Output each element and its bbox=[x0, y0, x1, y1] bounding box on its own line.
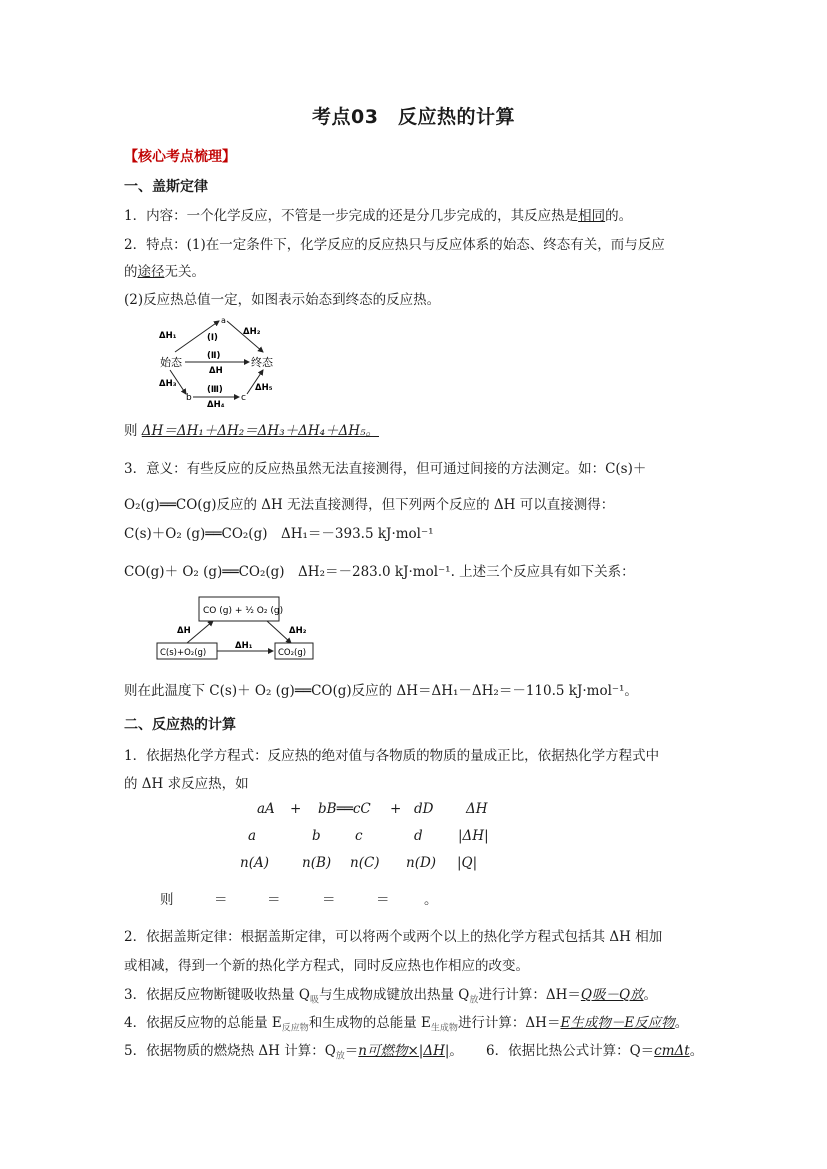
box-co2-label: CO₂(g) bbox=[278, 648, 307, 658]
eq-cell: d bbox=[414, 828, 423, 844]
s2-paragraph-2: 的 ΔH 求反应热，如 bbox=[124, 776, 249, 792]
eq-cell: ＝ bbox=[322, 892, 336, 908]
core-heading: 【核心考点梳理】 bbox=[124, 149, 236, 165]
eq-cell: bB══cC bbox=[318, 801, 371, 817]
eq-cell: + bbox=[390, 801, 402, 817]
s1-paragraph-5: 3．意义：有些反应的反应热虽然无法直接测得，但可通过间接的方法测定。如：C(s)＋ bbox=[124, 461, 647, 477]
arrow-co-co2 bbox=[267, 621, 291, 643]
label-route1: (Ⅰ) bbox=[207, 333, 218, 343]
s2-paragraph-1: 1．依据热化学方程式：反应热的绝对值与各物质的物质的量成正比，依据热化学方程式中 bbox=[124, 748, 660, 764]
eq-cell: 。 bbox=[424, 892, 438, 908]
section1-heading: 一、盖斯定律 bbox=[124, 179, 208, 195]
s1-equation-2: CO(g)＋ O₂ (g)══CO₂(g) ΔH₂＝－283.0 kJ·mol⁻¹. 上述三个反应具有如下关系： bbox=[124, 564, 635, 580]
eq-cell: n(D) bbox=[406, 855, 437, 871]
eq-cell: ＝ bbox=[376, 892, 390, 908]
s1-paragraph-6: O₂(g)══CO(g)反应的 ΔH 无法直接测得，但下列两个反应的 ΔH 可以直接测得： bbox=[124, 497, 615, 513]
eq-cell: + bbox=[290, 801, 302, 817]
node-a: a bbox=[221, 316, 226, 325]
eq-cell: dD bbox=[414, 801, 434, 817]
eq-cell: b bbox=[312, 828, 321, 844]
eq-cell: aA bbox=[257, 801, 275, 817]
label-dH1: ΔH₁ bbox=[159, 331, 177, 341]
s2-method-3: 3．依据反应物断键吸收热量 $Q_吸$与生成物成键放出热量 $Q_放$进行计算：ΔH＝Q吸－Q放。 bbox=[124, 987, 658, 1006]
node-c: c bbox=[241, 393, 246, 403]
eq-cell: n(C) bbox=[350, 855, 380, 871]
s1-equation-1: C(s)＋O₂ (g)══CO₂(g) ΔH₁＝－393.5 kJ·mol⁻¹ bbox=[124, 526, 434, 542]
s1-paragraph-9: 则在此温度下 C(s)＋ O₂ (g)══CO(g)反应的 ΔH＝ΔH₁－ΔH₂＝－110.5 kJ·mol⁻¹。 bbox=[124, 683, 638, 699]
start-state: 始态 bbox=[160, 356, 182, 369]
end-state: 终态 bbox=[251, 356, 273, 369]
arrow-c-co bbox=[187, 621, 213, 643]
label-dH3: ΔH₃ bbox=[159, 379, 177, 389]
eq-cell: n(B) bbox=[302, 855, 332, 871]
eq-cell: ΔH bbox=[466, 801, 488, 817]
eq-cell: |Q| bbox=[457, 855, 478, 871]
s2-paragraph-4: 或相减，得到一个新的热化学方程式，同时反应热也作相应的改变。 bbox=[124, 958, 529, 974]
cycle-label-dH: ΔH bbox=[177, 626, 191, 636]
s1-paragraph-4: 则 ΔH＝ΔH₁＋ΔH₂＝ΔH₃＋ΔH₄＋ΔH₅。 bbox=[124, 423, 379, 439]
node-b: b bbox=[186, 393, 192, 403]
s1-paragraph-3: (2)反应热总值一定，如图表示始态到终态的反应热。 bbox=[124, 292, 441, 308]
label-dH: ΔH bbox=[209, 366, 223, 376]
label-dH5: ΔH₅ bbox=[255, 383, 273, 393]
s1-paragraph-1: 1．内容：一个化学反应，不管是一步完成的还是分几步完成的，其反应热是相同的。 bbox=[124, 208, 633, 224]
hess-path-diagram bbox=[155, 314, 290, 409]
s1-paragraph-2: 2．特点：(1)在一定条件下，化学反应的反应热只与反应体系的始态、终态有关，而与反应 bbox=[124, 237, 665, 253]
section2-heading: 二、反应热的计算 bbox=[124, 717, 236, 733]
label-route3: (Ⅲ) bbox=[207, 385, 223, 395]
label-route2: (Ⅱ) bbox=[207, 351, 221, 361]
s2-paragraph-3: 2．依据盖斯定律：根据盖斯定律，可以将两个或两个以上的热化学方程式包括其 ΔH 相加 bbox=[124, 929, 663, 945]
label-dH2: ΔH₂ bbox=[243, 327, 261, 337]
hess-cycle-diagram bbox=[155, 593, 320, 663]
s2-method-6: 6．依据比热公式计算：Q＝cmΔt。 bbox=[486, 1043, 704, 1059]
eq-cell: ＝ bbox=[214, 892, 228, 908]
label-dH4: ΔH₄ bbox=[207, 400, 225, 409]
eq-cell: a bbox=[248, 828, 257, 844]
eq-cell: n(A) bbox=[240, 855, 269, 871]
eq-cell: 则 bbox=[160, 892, 174, 908]
cycle-label-dH1: ΔH₁ bbox=[235, 641, 253, 651]
eq-cell: c bbox=[355, 828, 363, 844]
s2-method-5: 5．依据物质的燃烧热 ΔH 计算：$Q_放=n$可燃物×|ΔH|。 bbox=[124, 1043, 463, 1062]
eq-cell: ＝ bbox=[267, 892, 281, 908]
eq-cell: |ΔH| bbox=[458, 828, 489, 844]
box-c-label: C(s)+O₂(g) bbox=[160, 648, 207, 658]
s1-paragraph-2b: 的途径无关。 bbox=[124, 264, 205, 280]
s2-method-4: 4．依据反应物的总能量 $E_{反应物}$和生成物的总能量 $E_{生成物}$进行计算：ΔH＝E生成物－E反应物。 bbox=[124, 1015, 689, 1034]
cycle-label-dH2: ΔH₂ bbox=[289, 626, 307, 636]
box-co-label: CO (g) + ½ O₂ (g) bbox=[203, 606, 284, 616]
page-title: 考点03 反应热的计算 bbox=[312, 106, 515, 128]
